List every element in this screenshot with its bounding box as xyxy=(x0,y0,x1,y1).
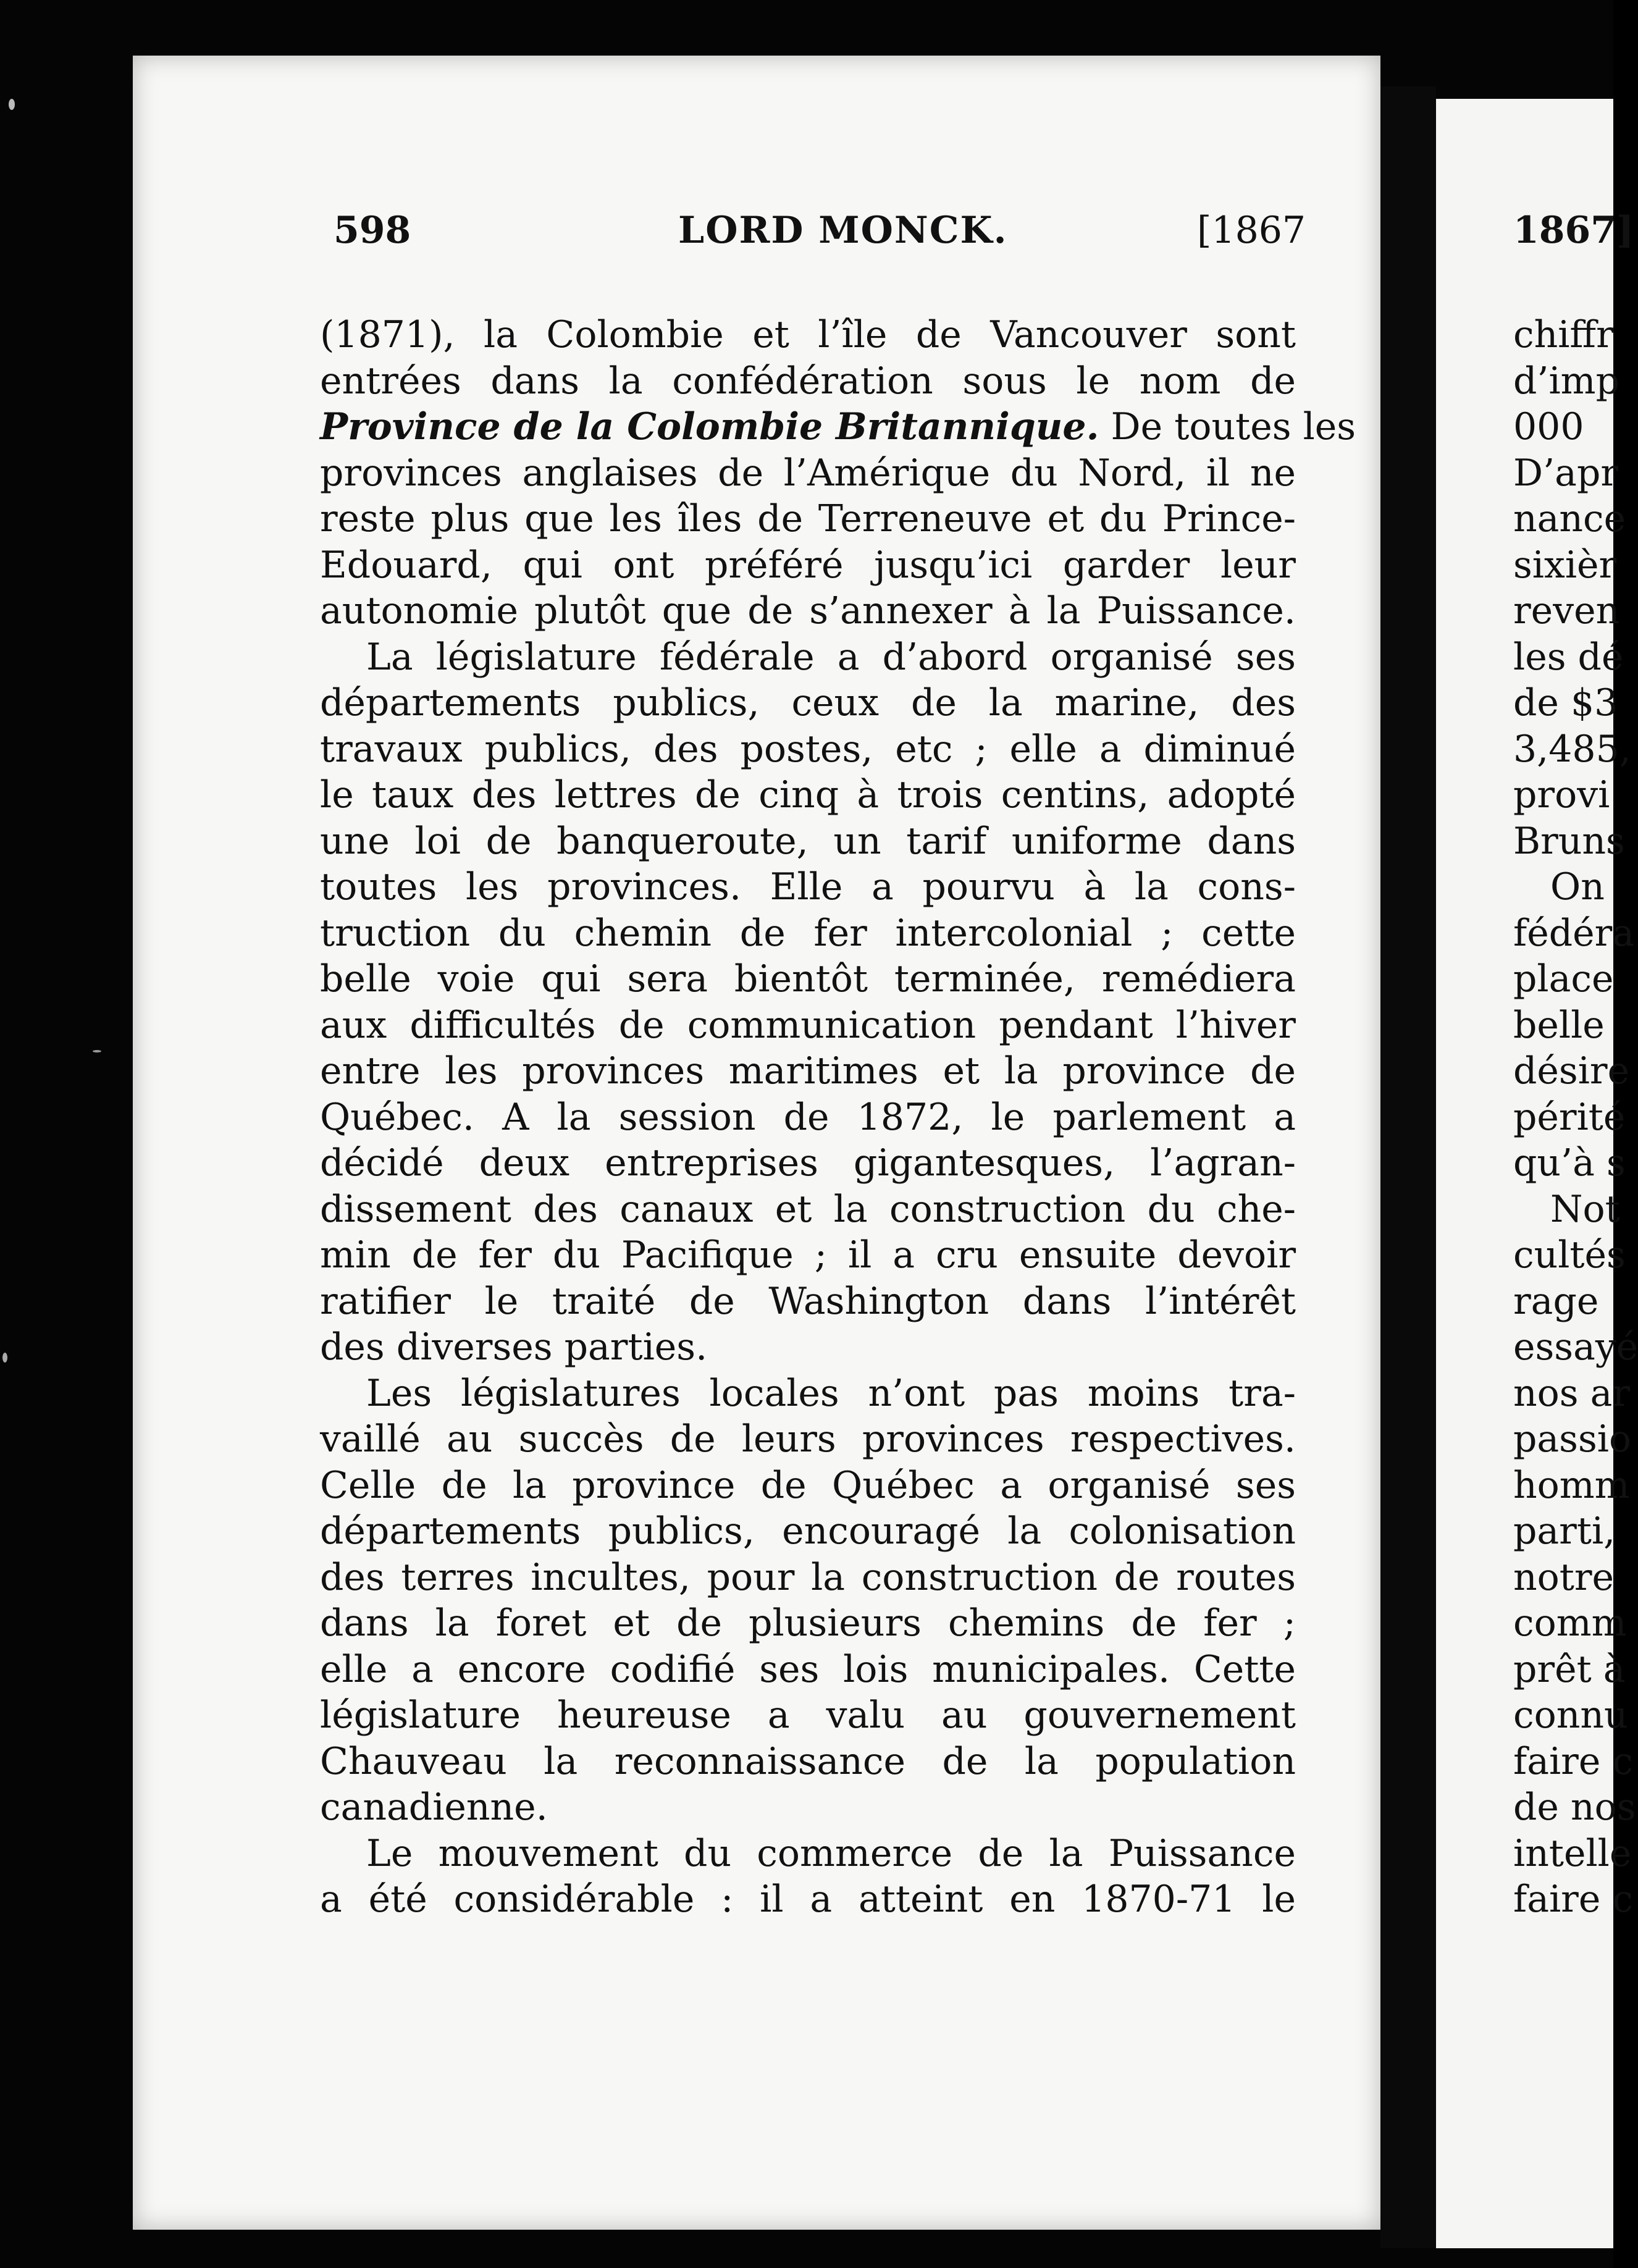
scan-speck xyxy=(93,1050,101,1052)
text-line: travaux publics, des postes, etc ; elle a diminué xyxy=(320,727,1296,771)
right-text-line: belle xyxy=(1513,1003,1605,1047)
right-text-line: cultés xyxy=(1513,1233,1626,1277)
right-text-line: passio xyxy=(1513,1418,1632,1461)
right-text-line: notre xyxy=(1513,1555,1615,1599)
right-page-year: 1867] xyxy=(1513,209,1634,252)
text-line: départements publics, ceux de la marine, des xyxy=(320,681,1296,724)
text-line: une loi de banqueroute, un tarif uniforme dans xyxy=(320,819,1296,863)
text-line: min de fer du Pacifique ; il a cru ensuite devoir xyxy=(320,1233,1296,1277)
text-line: truction du chemin de fer intercolonial ; cette xyxy=(320,911,1296,955)
right-text-line: les dé xyxy=(1513,635,1624,679)
text-line: vaillé au succès de leurs provinces respectives. xyxy=(320,1418,1296,1461)
text-line: elle a encore codifié ses lois municipales. Cette xyxy=(320,1647,1296,1691)
text-line: (1871), la Colombie et l’île de Vancouver sont xyxy=(320,313,1296,356)
right-text-line: 3,485, xyxy=(1513,727,1631,771)
right-text-line: chiffr xyxy=(1513,313,1614,356)
text-line-italic xyxy=(320,404,1356,450)
right-text-line: faire c xyxy=(1513,1878,1634,1921)
right-text-line: homm xyxy=(1513,1463,1630,1507)
right-text-line: essayé xyxy=(1513,1325,1638,1369)
left-body-text xyxy=(320,312,1356,1923)
text-line: Edouard, qui ont préféré jusqu’ici garder leur xyxy=(320,543,1296,587)
right-text-line: rage xyxy=(1513,1279,1599,1323)
text-line: La législature fédérale a d’abord organisé ses xyxy=(366,635,1296,679)
right-text-line: connu xyxy=(1513,1694,1628,1737)
line-rest: De toutes les xyxy=(1099,405,1356,448)
text-line: a été considérable : il a atteint en 1870-71 le xyxy=(320,1878,1296,1921)
text-line: départements publics, encouragé la colonisation xyxy=(320,1510,1296,1553)
right-text-line: Not xyxy=(1550,1187,1620,1231)
right-text-line: nos ar xyxy=(1513,1371,1631,1415)
right-text-line: d’imp xyxy=(1513,359,1619,403)
right-text-line: faire c xyxy=(1513,1739,1634,1783)
right-text-line: fédéra xyxy=(1513,911,1635,955)
text-line: provinces anglaises de l’Amérique du Nord, il ne xyxy=(320,451,1296,495)
page-number: 598 xyxy=(334,209,411,252)
text-line: entrées dans la confédération sous le nom de xyxy=(320,359,1296,403)
text-line: Québec. A la session de 1872, le parlement a xyxy=(320,1095,1296,1139)
right-text-line: place xyxy=(1513,957,1614,1001)
text-line: dissement des canaux et la construction du che- xyxy=(320,1187,1296,1231)
right-text-line: sixièr xyxy=(1513,543,1617,587)
text-line: ratifier le traité de Washington dans l’intérêt xyxy=(320,1279,1296,1323)
right-text-line: nance xyxy=(1513,497,1626,540)
right-text-line: qu’à s xyxy=(1513,1141,1626,1185)
right-text-line: désire xyxy=(1513,1049,1630,1093)
text-line: Chauveau la reconnaissance de la population xyxy=(320,1739,1296,1783)
text-line: entre les provinces maritimes et la province de xyxy=(320,1049,1296,1093)
right-text-line: de nos xyxy=(1513,1786,1636,1829)
text-line: belle voie qui sera bientôt terminée, remédiera xyxy=(320,957,1296,1001)
right-text-line: périté xyxy=(1513,1095,1626,1139)
right-text-line: prêt à xyxy=(1513,1647,1626,1691)
text-line: toutes les provinces. Elle a pourvu à la cons- xyxy=(320,865,1296,909)
text-line: Celle de la province de Québec a organisé ses xyxy=(320,1463,1296,1507)
text-line: autonomie plutôt que de s’annexer à la Puissance. xyxy=(320,589,1296,632)
right-text-line: D’apr xyxy=(1513,451,1619,495)
right-text-line: intelle xyxy=(1513,1831,1632,1875)
header-year: [1867 xyxy=(1197,209,1306,252)
text-line: décidé deux entreprises gigantesques, l’agran- xyxy=(320,1141,1296,1185)
right-text-line: reven xyxy=(1513,589,1620,632)
text-line: aux difficultés de communication pendant l’hiver xyxy=(320,1003,1296,1047)
right-text-line: comm xyxy=(1513,1602,1627,1645)
right-text-line: Bruns xyxy=(1513,819,1625,863)
right-body-text xyxy=(1513,312,1638,1923)
book-gutter xyxy=(1380,86,1436,2248)
text-line: Le mouvement du commerce de la Puissance xyxy=(366,1831,1296,1875)
text-line: Les législatures locales n’ont pas moins tra- xyxy=(366,1371,1296,1415)
text-line: le taux des lettres de cinq à trois centins, adopté xyxy=(320,773,1296,817)
right-text-line: provi xyxy=(1513,773,1610,817)
right-text-line: 000 xyxy=(1513,405,1584,448)
text-line: reste plus que les îles de Terreneuve et du Prince- xyxy=(320,497,1296,540)
text-line: législature heureuse a valu au gouvernement xyxy=(320,1694,1296,1737)
running-head: LORD MONCK. xyxy=(678,209,1008,252)
text-line: dans la foret et de plusieurs chemins de fer ; xyxy=(320,1602,1296,1645)
scan-speck xyxy=(9,99,15,110)
text-line: des terres incultes, pour la construction de routes xyxy=(320,1555,1296,1599)
right-text-line: de $3 xyxy=(1513,681,1618,724)
text-line: canadienne. xyxy=(320,1786,548,1829)
right-text-line: On xyxy=(1550,865,1605,909)
right-text-line: parti, xyxy=(1513,1510,1616,1553)
italic-phrase: Province de la Colombie Britannique. xyxy=(320,405,1099,448)
scan-speck xyxy=(2,1353,7,1363)
text-line: des diverses parties. xyxy=(320,1325,708,1369)
